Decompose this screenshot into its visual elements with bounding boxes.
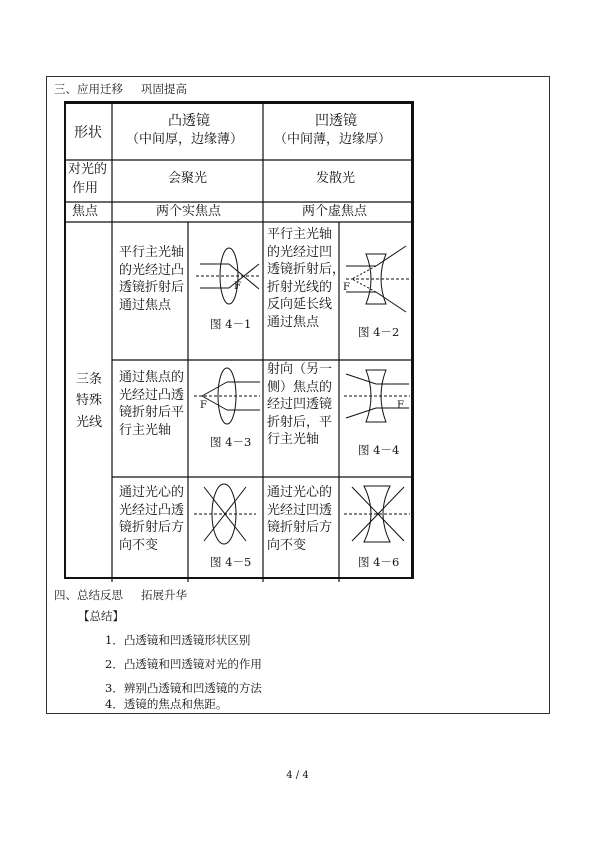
concave-ray-text-2: 射向（另一 侧）焦点的 经过凹透镜 折射后，平 行主光轴: [267, 362, 333, 448]
concave-ray-text-3: 通过光心的 光经过凹透 镜折射后方 向不变: [267, 485, 333, 553]
section-3-title: 巩固提高: [141, 82, 187, 96]
section-4-heading: [54, 587, 187, 603]
summary-item: 2．凸透镜和凹透镜对光的作用: [105, 657, 262, 671]
focus-mark-4-1: F: [234, 281, 241, 292]
convex-ray-text-2: 通过焦点的 光经过凸透 镜折射后平 行主光轴: [119, 370, 185, 438]
convex-effect: 会聚光: [168, 171, 208, 186]
figure-4-1-diagram: [196, 248, 260, 304]
convex-lens-shape: （中间厚，边缘薄）: [126, 132, 244, 147]
figure-4-6-diagram: [344, 486, 410, 542]
convex-ray-text-1: 平行主光轴 的光经过凸 透镜折射后 通过焦点: [119, 245, 185, 313]
summary-item: 1．凸透镜和凹透镜形状区别: [105, 633, 251, 647]
convex-focus: 两个实焦点: [156, 204, 222, 219]
page-number: 4 / 4: [286, 770, 309, 781]
focus-mark-4-3: F: [200, 400, 207, 411]
lens-table-image: [64, 101, 414, 579]
section-3-number: 三、应用迁移: [54, 82, 123, 96]
concave-focus: 两个虚焦点: [302, 204, 368, 219]
figure-4-5-diagram: [194, 484, 256, 544]
figure-4-5-caption: 图 4－5: [210, 555, 252, 569]
row-label-effect-2: 作用: [72, 181, 99, 196]
row-label-focus: 焦点: [72, 204, 99, 219]
summary-item: 3．辨别凸透镜和凹透镜的方法: [105, 681, 262, 695]
section-4-number: 四、总结反思: [54, 588, 123, 602]
concave-lens-shape: （中间薄，边缘厚）: [274, 132, 392, 147]
focus-mark-4-4: F: [397, 400, 404, 411]
figure-4-6-caption: 图 4－6: [358, 555, 400, 569]
figure-4-2-diagram: [346, 246, 409, 312]
section-4-title: 拓展升华: [141, 588, 187, 602]
concave-effect: 发散光: [316, 171, 356, 186]
concave-lens-name: 凹透镜: [315, 113, 357, 129]
summary-heading: 【总结】: [78, 609, 124, 623]
focus-mark-4-2: F: [343, 282, 350, 293]
summary-item: 4．透镜的焦点和焦距。: [105, 697, 228, 711]
figure-4-2-caption: 图 4－2: [358, 325, 400, 339]
row-label-shape: 形状: [74, 125, 102, 141]
convex-ray-text-3: 通过光心的 光经过凸透 镜折射后方 向不变: [119, 485, 185, 553]
figure-4-4-diagram: [344, 370, 410, 422]
rays-label-line: 光线: [76, 414, 103, 430]
section-3-heading: [54, 81, 187, 97]
row-label-rays: [76, 369, 102, 433]
lens-table-grid: [64, 104, 414, 582]
rays-label-line: 三条: [76, 372, 103, 387]
figure-4-4-caption: 图 4－4: [358, 443, 400, 457]
figure-4-3-diagram: [194, 368, 260, 424]
convex-lens-name: 凸透镜: [168, 113, 210, 129]
figure-4-3-caption: 图 4－3: [210, 435, 252, 449]
concave-ray-text-1: 平行主光轴 的光经过凹 透镜折射后， 折射光线的 反向延长线 通过焦点: [267, 227, 346, 330]
figure-4-1-caption: 图 4－1: [210, 317, 252, 331]
rays-label-line: 特殊: [76, 393, 103, 409]
row-label-effect-1: 对光的: [68, 162, 108, 177]
